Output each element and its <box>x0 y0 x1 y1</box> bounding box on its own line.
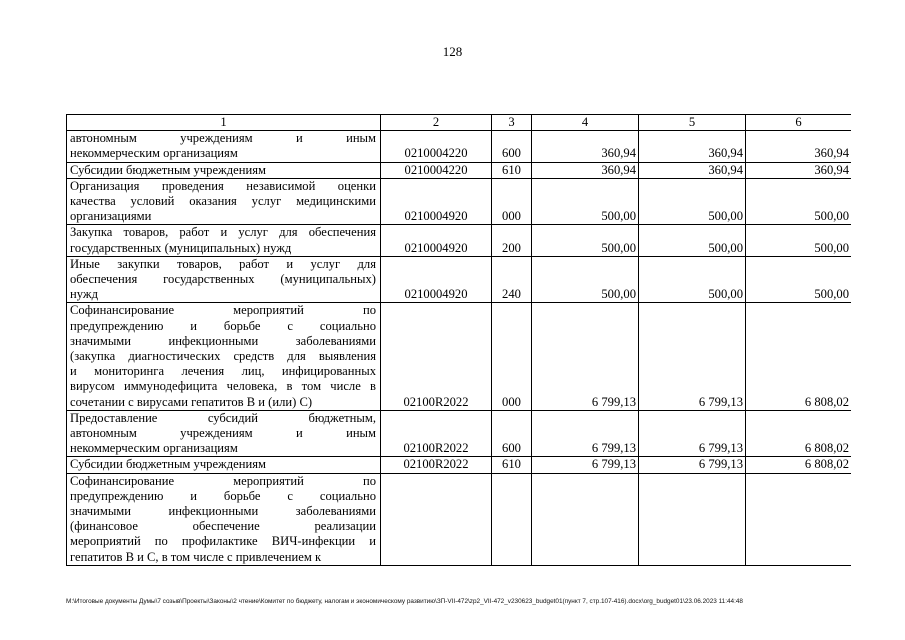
description-line: организациями <box>70 209 152 224</box>
description-line: и мониторинга лечения лиц, инфицированных <box>70 364 376 379</box>
description-line: значимыми инфекционными заболеваниями <box>70 333 376 348</box>
table-row <box>67 303 852 410</box>
amount-column-4: 6 799,13 <box>532 303 639 410</box>
target-article-code: 02100R2022 <box>381 457 492 473</box>
budget-table-container <box>66 114 851 583</box>
column-header: 1 <box>67 115 381 131</box>
description-line: некоммерческим организациям <box>70 146 238 161</box>
description-line: значимыми инфекционными заболеваниями <box>70 504 376 519</box>
target-article-code: 02100R2022 <box>381 410 492 457</box>
amount-column-5: 500,00 <box>639 178 746 225</box>
description-line: мероприятий по профилактике ВИЧ-инфекции и <box>70 534 376 549</box>
description-line: Софинансирование мероприятий по <box>70 473 376 488</box>
amount-column-5: 500,00 <box>639 256 746 303</box>
amount-column-6: 6 808,02 <box>746 457 852 473</box>
description-line: Субсидии бюджетным учреждениям <box>70 457 266 472</box>
table-row <box>67 256 852 303</box>
amount-column-5 <box>639 473 746 565</box>
row-description <box>67 162 381 178</box>
amount-column-6: 6 808,02 <box>746 410 852 457</box>
amount-column-4: 360,94 <box>532 131 639 162</box>
row-description <box>67 473 381 565</box>
description-line: автономным учреждениям и иным <box>70 426 376 441</box>
amount-column-4: 360,94 <box>532 162 639 178</box>
row-description <box>67 303 381 410</box>
amount-column-6 <box>746 473 852 565</box>
description-line: вирусом иммунодефицита человека, в том числе в <box>70 379 376 394</box>
expense-type-code: 000 <box>492 178 532 225</box>
amount-column-6: 6 808,02 <box>746 303 852 410</box>
target-article-code: 02100R2022 <box>381 303 492 410</box>
expense-type-code: 600 <box>492 131 532 162</box>
description-line: некоммерческим организациям <box>70 441 238 456</box>
amount-column-4: 500,00 <box>532 178 639 225</box>
row-description <box>67 457 381 473</box>
row-description <box>67 131 381 162</box>
target-article-code: 0210004220 <box>381 131 492 162</box>
row-description <box>67 256 381 303</box>
amount-column-6: 360,94 <box>746 162 852 178</box>
column-header: 5 <box>639 115 746 131</box>
description-line: Иные закупки товаров, работ и услуг для <box>70 256 376 271</box>
description-line: государственных (муниципальных) нужд <box>70 240 292 255</box>
amount-column-5: 360,94 <box>639 162 746 178</box>
column-header: 3 <box>492 115 532 131</box>
description-line: Предоставление субсидий бюджетным, <box>70 410 376 425</box>
description-line: Субсидии бюджетным учреждениям <box>70 162 266 177</box>
budget-table <box>66 114 851 566</box>
document-file-path: M:\Итоговые документы Думы\7 созыв\Проекты\Законы\2 чтение\Комитет по бюджету, налогам и экономическому развитию\ЗП-VII-472\zp2_VII-472_v230623_budget01(пункт 7, стр.107-416).docx\org_budget01\23.06.2023 11:44:48 <box>66 598 743 605</box>
description-line: (финансовое обеспечение реализации <box>70 519 376 534</box>
expense-type-code: 240 <box>492 256 532 303</box>
expense-type-code <box>492 473 532 565</box>
amount-column-5: 6 799,13 <box>639 410 746 457</box>
description-line: Закупка товаров, работ и услуг для обеспечения <box>70 225 376 240</box>
expense-type-code: 000 <box>492 303 532 410</box>
amount-column-4: 500,00 <box>532 225 639 256</box>
amount-column-5: 360,94 <box>639 131 746 162</box>
amount-column-4: 500,00 <box>532 256 639 303</box>
table-row <box>67 178 852 225</box>
amount-column-5: 6 799,13 <box>639 457 746 473</box>
expense-type-code: 610 <box>492 457 532 473</box>
table-row <box>67 457 852 473</box>
table-row <box>67 473 852 565</box>
description-line: качества условий оказания услуг медицинскими <box>70 194 376 209</box>
table-row <box>67 410 852 457</box>
amount-column-6: 500,00 <box>746 256 852 303</box>
table-row <box>67 162 852 178</box>
column-header: 4 <box>532 115 639 131</box>
description-line: Организация проведения независимой оценки <box>70 178 376 193</box>
target-article-code <box>381 473 492 565</box>
column-header: 6 <box>746 115 852 131</box>
target-article-code: 0210004920 <box>381 225 492 256</box>
amount-column-4 <box>532 473 639 565</box>
row-description <box>67 410 381 457</box>
column-header: 2 <box>381 115 492 131</box>
expense-type-code: 600 <box>492 410 532 457</box>
amount-column-6: 360,94 <box>746 131 852 162</box>
expense-type-code: 610 <box>492 162 532 178</box>
amount-column-4: 6 799,13 <box>532 457 639 473</box>
target-article-code: 0210004220 <box>381 162 492 178</box>
description-line: предупреждению и борьбе с социально <box>70 318 376 333</box>
description-line: гепатитов В и С, в том числе с привлечением к <box>70 549 322 564</box>
description-line: предупреждению и борьбе с социально <box>70 488 376 503</box>
target-article-code: 0210004920 <box>381 178 492 225</box>
description-line: сочетании с вирусами гепатитов В и (или) С) <box>70 394 313 409</box>
amount-column-5: 500,00 <box>639 225 746 256</box>
table-row <box>67 131 852 162</box>
table-row <box>67 225 852 256</box>
page-number: 128 <box>442 44 463 59</box>
amount-column-5: 6 799,13 <box>639 303 746 410</box>
description-line: Софинансирование мероприятий по <box>70 303 376 318</box>
description-line: нужд <box>70 287 98 302</box>
amount-column-6: 500,00 <box>746 178 852 225</box>
description-line: (закупка диагностических средств для выявления <box>70 349 376 364</box>
row-description <box>67 178 381 225</box>
row-description <box>67 225 381 256</box>
target-article-code: 0210004920 <box>381 256 492 303</box>
amount-column-6: 500,00 <box>746 225 852 256</box>
table-header-row <box>67 115 852 131</box>
expense-type-code: 200 <box>492 225 532 256</box>
description-line: автономным учреждениям и иным <box>70 131 376 146</box>
amount-column-4: 6 799,13 <box>532 410 639 457</box>
description-line: обеспечения государственных (муниципальных) <box>70 272 376 287</box>
